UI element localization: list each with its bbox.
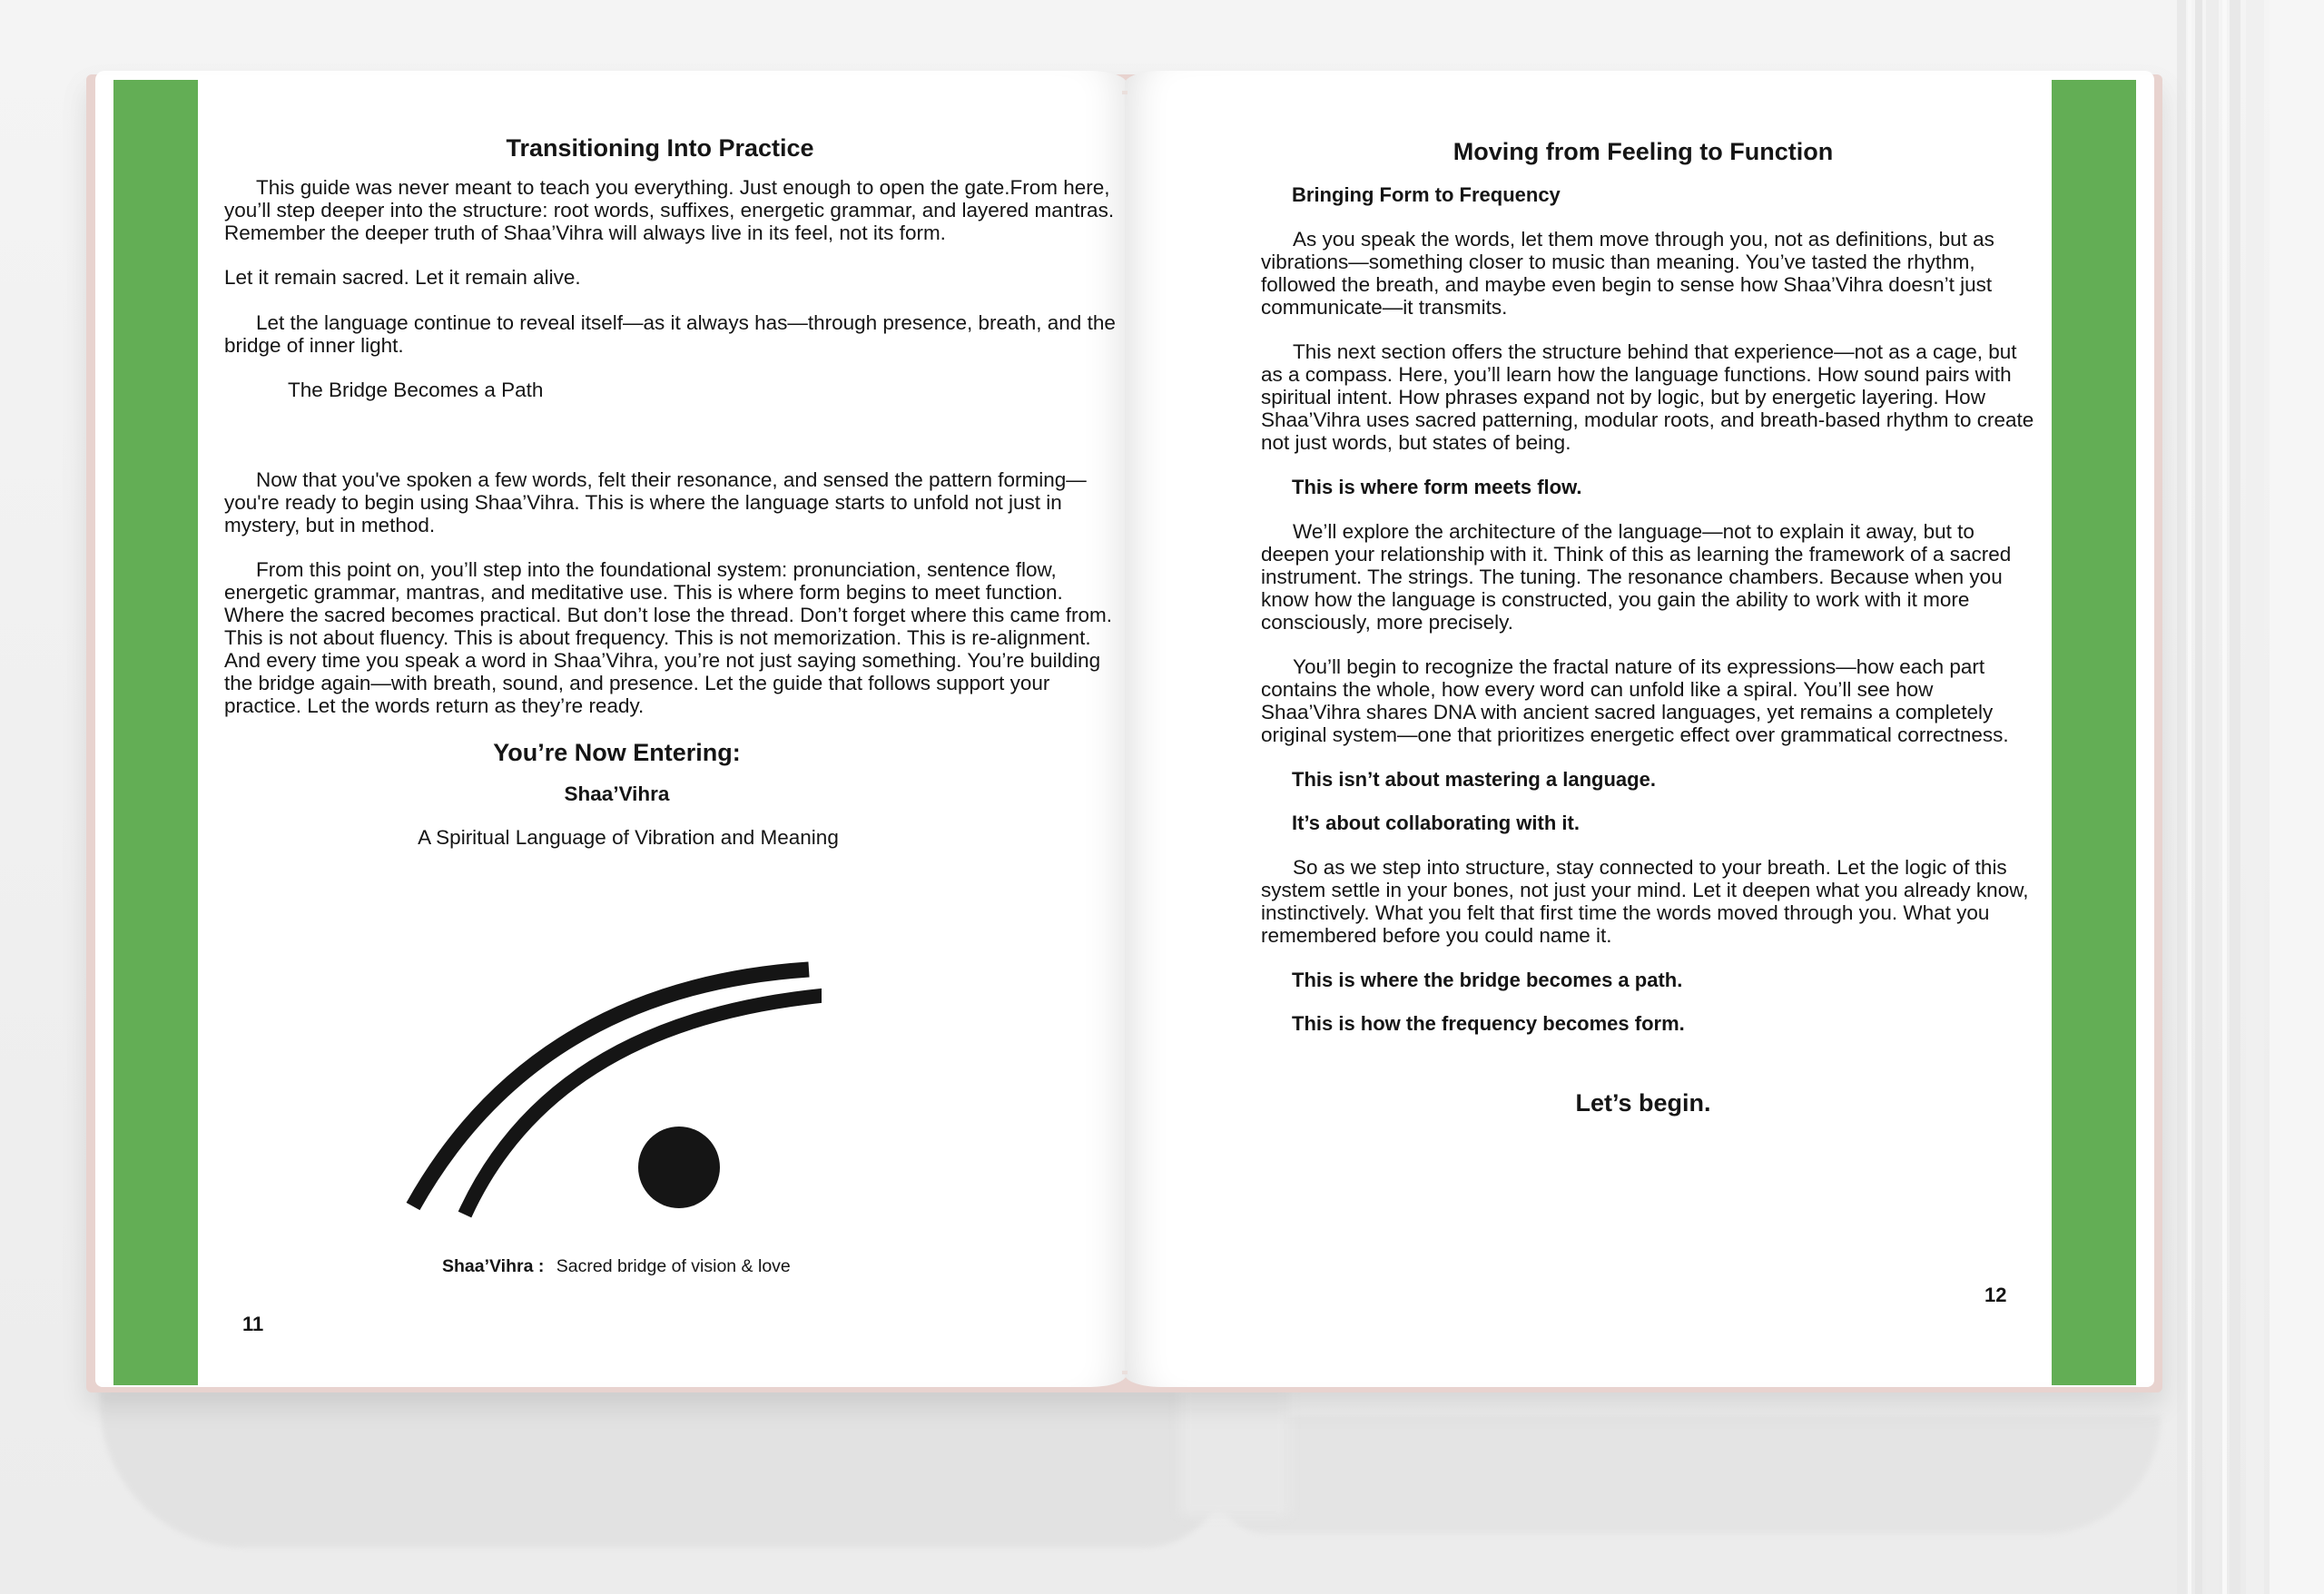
right-paragraph-5: So as we step into structure, stay connected to your breath. Let the logic of this system settle in your bones, not just your mind. Let it deepen what you already know, instinctively. What you felt that first time the words moved through you. What you remembered before you could name it. — [1261, 856, 2029, 947]
right-page-title: Moving from Feeling to Function — [1452, 138, 1834, 165]
edge-streak — [2222, 0, 2227, 1594]
edge-streak — [2246, 0, 2264, 1594]
left-paragraph-1: This guide was never meant to teach you everything. Just enough to open the gate.From here, you’ll step deeper into the structure: root words, suffixes, energetic grammar, and layered mantras. Remember the deeper truth of Shaa’Vihra will always live in its feel, not its form. — [224, 176, 1115, 244]
right-emphasis-5: This is how the frequency becomes form. — [1292, 1012, 1685, 1035]
entering-heading: You’re Now Entering: — [493, 739, 741, 766]
glyph-caption — [442, 1256, 791, 1277]
right-emphasis-1: This is where form meets flow. — [1292, 476, 1582, 498]
right-paragraph-4: You’ll begin to recognize the fractal nature of its expressions—how each part contains the whole, how every word can unfold like a spiral. You’ll see how Shaa’Vihra shares DNA with ancient sacred languages, yet remains a completely original system—one that prioritizes energetic effect over grammatical correctness. — [1261, 655, 2009, 746]
edge-streak — [2230, 0, 2240, 1594]
language-name: Shaa’Vihra — [564, 782, 670, 805]
right-emphasis-3: It’s about collaborating with it. — [1292, 812, 1580, 834]
book-shadow-left — [100, 1389, 1226, 1548]
left-section-label: The Bridge Becomes a Path — [288, 379, 544, 401]
edge-streak — [2195, 0, 2202, 1594]
left-page-title: Transitioning Into Practice — [506, 134, 814, 162]
fold-mark-top — [1122, 91, 1128, 94]
right-emphasis-4: This is where the bridge becomes a path. — [1292, 969, 1683, 991]
left-paragraph-5: Now that you've spoken a few words, felt their resonance, and sensed the pattern forming—you're ready to begin using Shaa’Vihra. This is where the language starts to unfold not just in mystery, but in method. — [224, 468, 1087, 536]
right-subheading: Bringing Form to Frequency — [1292, 183, 1561, 206]
right-paragraph-3: We’ll explore the architecture of the language—not to explain it away, but to deepen your relationship with it. Think of this as learning the framework of a sacred instrument. The strings. The tuning. The resonance chambers. Because when you know how the language is constructed, you gain the ability to work with it more consciously, more precisely. — [1261, 520, 2012, 634]
fold-mark-bottom — [1122, 1371, 1128, 1374]
caption-meaning: Sacred bridge of vision & love — [556, 1256, 791, 1276]
left-paragraph-3: Let the language continue to reveal itself—as it always has—through presence, breath, and the bridge of inner light. — [224, 311, 1116, 357]
language-subtitle: A Spiritual Language of Vibration and Meaning — [418, 826, 839, 849]
bridge-arcs-and-dot-glyph-icon — [368, 950, 822, 1258]
right-paragraph-2: This next section offers the structure behind that experience—not as a cage, but as a compass. Here, you’ll learn how the language functions. How sound pairs with spiritual intent. How phrases expand not by logic, but by energetic layering. How Shaa’Vihra uses sacred patterning, modular roots, and breath-based rhythm to create not just words, but states of being. — [1261, 340, 2034, 454]
right-emphasis-2: This isn’t about mastering a language. — [1292, 768, 1656, 791]
right-green-band — [2052, 80, 2136, 1385]
page-number-right: 12 — [1984, 1284, 2007, 1306]
right-page — [1125, 71, 2154, 1387]
edge-streak — [2206, 0, 2219, 1594]
page-number-left: 11 — [242, 1313, 264, 1335]
edge-streak — [2177, 0, 2186, 1594]
left-page-text — [224, 133, 1118, 849]
left-paragraph-6: From this point on, you’ll step into the foundational system: pronunciation, sentence flow, energetic grammar, mantras, and meditative use. This is where form begins to meet function. Where the sacred becomes practical. But don’t lose the thread. Don’t forget where this came from. This is not about fluency. This is about frequency. This is not memorization. This is re-alignment. And every time you speak a word in Shaa’Vihra, you’re not just saying something. You’re building the bridge again—with breath, sound, and presence. Let the guide that follows support your practice. Let the words return as they’re ready. — [224, 558, 1112, 717]
edge-streak — [2270, 0, 2324, 1594]
right-paragraph-1: As you speak the words, let them move through you, not as definitions, but as vibrations—something closer to music than meaning. You’ve tasted the rhythm, followed the breath, and maybe even begin to sense how Shaa’Vihra doesn’t just communicate—it transmits. — [1261, 228, 1994, 319]
left-paragraph-2: Let it remain sacred. Let it remain alive. — [224, 266, 581, 289]
right-page-text — [1261, 133, 2034, 1118]
closing-line: Let’s begin. — [1575, 1089, 1711, 1117]
left-page — [95, 71, 1127, 1387]
book-shadow-spine — [1180, 1380, 1289, 1516]
book-shadow-right — [1216, 1416, 2161, 1534]
glyph-dot — [638, 1127, 720, 1208]
caption-term: Shaa’Vihra : — [442, 1256, 545, 1276]
edge-streak — [2188, 0, 2191, 1594]
left-green-band — [113, 80, 198, 1385]
